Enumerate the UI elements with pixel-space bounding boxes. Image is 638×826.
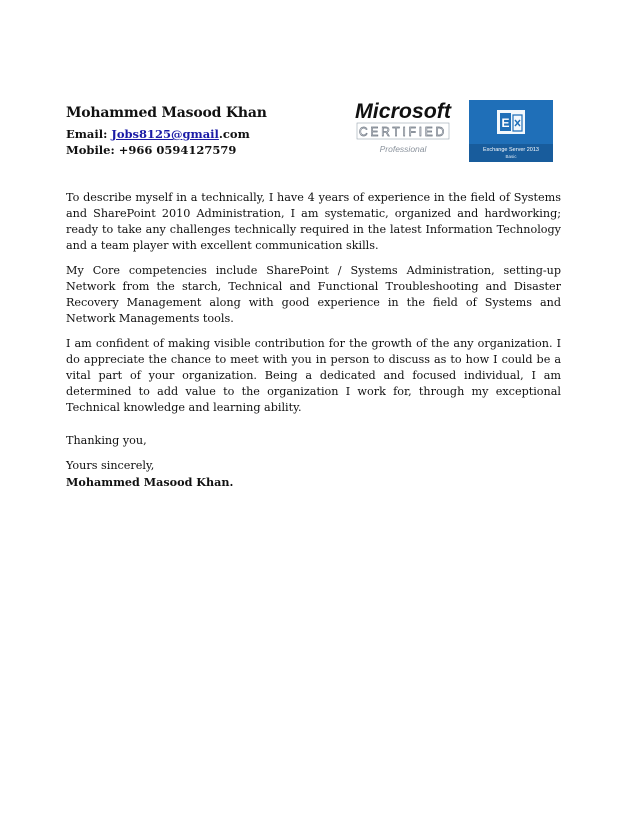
letter-body bbox=[66, 190, 561, 490]
email-link[interactable]: Jobs8125@gmail bbox=[111, 127, 219, 141]
exchange-sub: Basic bbox=[505, 154, 517, 159]
exchange-caption: Exchange Server 2013 bbox=[483, 147, 539, 153]
certified-wordmark: CERTIFIED bbox=[359, 124, 447, 139]
letter-closing bbox=[66, 433, 561, 490]
signature: Mohammed Masood Khan. bbox=[66, 475, 234, 489]
letter-header bbox=[66, 104, 366, 158]
microsoft-wordmark: Microsoft bbox=[355, 100, 453, 123]
paragraph-contribution: I am confident of making visible contribution for the growth of the any organization. I do appreciate the chance to meet with you in person to discuss as to how I could be a vital part of your organization. Being a dedicated and focused individual, I am determined to add value to the organization I work for, through my exceptional Technical knowledge and learning ability. bbox=[66, 337, 561, 414]
email-suffix: .com bbox=[218, 127, 250, 141]
email-label: Email: bbox=[66, 127, 112, 141]
closing-line: Yours sincerely, bbox=[66, 459, 155, 472]
svg-text:E: E bbox=[501, 116, 510, 130]
paragraph-competencies: My Core competencies include SharePoint / Systems Administration, setting-up Network from the starch, Technical and Functional Troubleshooting and Disaster Recovery Management along with good experience in the field of Systems and Network Managements tools. bbox=[66, 264, 561, 325]
microsoft-certified-logo bbox=[353, 100, 453, 162]
paragraph-intro: To describe myself in a technically, I have 4 years of experience in the field of Systems and SharePoint 2010 Administration, I am systematic, organized and hardworking; ready to take any challenges technically required in the latest Information Technology and a team player with excellent communication skills. bbox=[66, 191, 561, 252]
sender-name: Mohammed Masood Khan bbox=[66, 105, 267, 121]
mobile-line: Mobile: +966 0594127579 bbox=[66, 143, 237, 157]
exchange-server-logo bbox=[469, 100, 553, 162]
email-line bbox=[66, 126, 366, 142]
professional-wordmark: Professional bbox=[379, 144, 427, 154]
thanks-line: Thanking you, bbox=[66, 434, 147, 447]
